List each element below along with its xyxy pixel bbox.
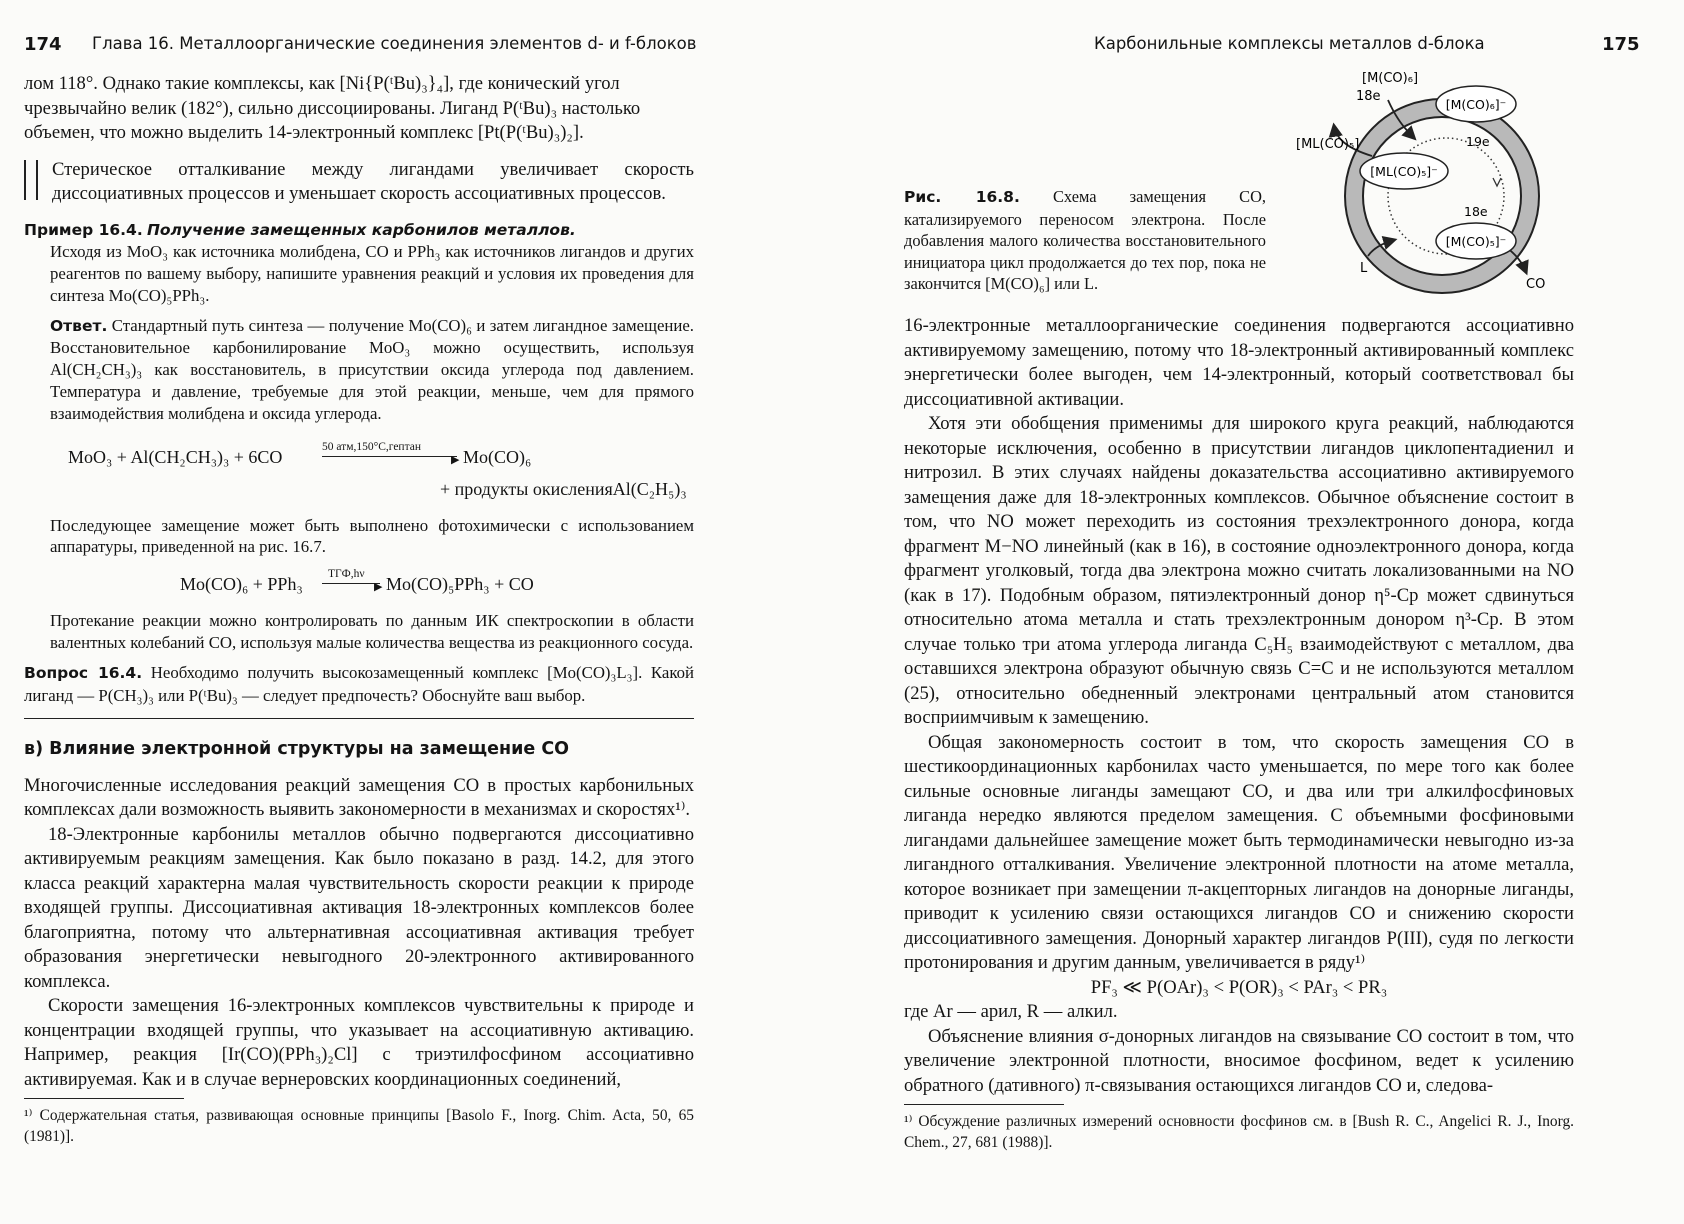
node-bottom-label: [M(CO)₅]⁻ (1445, 234, 1507, 249)
eq2-arrow-head: ▶ (374, 581, 383, 594)
eq2-left: Mo(CO)₆ + PPh₃ (180, 574, 303, 595)
page-number: 174 (24, 34, 62, 55)
right-column (904, 314, 1574, 1153)
running-header: Карбонильные комплексы металлов d-блока (1094, 34, 1485, 53)
answer-label: Ответ. (50, 316, 108, 335)
page-number: 175 (1602, 34, 1640, 55)
right-footnote: ¹⁾ Обсуждение различных измерений основности фосфинов см. в [Bush R. C., Angelici R. J., Inorg. Chem., 27, 681 (1988)]. (904, 1113, 1574, 1151)
figure-caption-block (904, 186, 1266, 295)
ligand-label: L (1360, 261, 1368, 276)
example-text: Исходя из MoO₃ как источника молибдена, CO и PPh₃ как источников лигандов и других реагентов по вашему выбору, напишите уравнения реакций и условия их проведения для синтеза Mo(CO)₅PPh₃. (50, 242, 694, 305)
after-eq1: Последующее замещение может быть выполнено фотохимически с использованием аппаратуры, приведенной на рис. 16.7. (50, 515, 694, 557)
example-title: Получение замещенных карбонилов металлов. (146, 220, 576, 239)
running-header: Глава 16. Металлоорганические соединения элементов d- и f-блоков (92, 34, 697, 53)
eq2-right: Mo(CO)₅PPh₃ + CO (386, 574, 534, 595)
figure-caption: Схема замещения CO, катализируемого переносом электрона. После добавления малого количества восстановительного инициатора цикл продолжается до тех пор, пока не закончится [M(CO)₆] или L. (904, 187, 1266, 294)
inner-top-electrons: 19e (1466, 134, 1490, 149)
example-block (24, 219, 694, 707)
eq1-right: Mo(CO)₆ (463, 446, 532, 467)
note-block (24, 158, 694, 207)
note-text: Стерическое отталкивание между лигандами увеличивает скорость диссоциативных процессов и уменьшает скорость ассоциативных процессов. (52, 158, 694, 204)
right-para-2: Хотя эти обобщения применимы для широкого круга реакций, наблюдаются некоторые исключения, особенно в присутствии лигандов циклопентадиенил и нитрозил. В этих случаях найдены доказательства ассоциативно активируемого замещения даже для 18-электронных комплексов. Обычное объяснение состоит в том, что NO может переходить из состояния трехэлектронного донора, когда фрагмент M−NO линейный (как в 16), в состояние одноэлектронного донора, когда фрагмент уголковый, тогда два электрона можно считать локализованными на NO (как в 17). Подобным образом, пятиэлектронный донор η⁵-Cp может сдвинуться относительно атома металла и стать трехэлектронным донором η³-Cp. В этом случае только три атома углерода лиганда C₅H₅ взаимодействуют с металлом, два оставшихся электрона образуют обычную связь C=C и не используются металлом (25), относительно обедненный электронами центральный атом становится восприимчивым к замещению. (904, 413, 1574, 728)
eq1-condition: 50 атм,150°C,гептан (322, 440, 422, 453)
question-label: Вопрос 16.4. (24, 663, 143, 682)
left-para-2: 18-Электронные карбонилы металлов обычно подвергаются диссоциативно активируемым реакциям замещения. Как было показано в разд. 14.2, для этого класса реакций характерна малая чувствительность скорости реакции к природе входящей группы. Диссоциативная активация 18-электронных комплексов более благоприятна, потому что альтернативная ассоциативная активация требует образования энергетически невыгодного 20-электронного активированного комплекса. (24, 823, 694, 992)
equation-1 (50, 437, 694, 501)
leaving-label: CO (1526, 277, 1546, 292)
intro-line-1: лом 118°. Однако такие комплексы, как [Ni{P(ᵗBu)₃}₄], где конический угол (24, 73, 620, 94)
equation-2 (50, 568, 694, 598)
section-heading: в) Влияние электронной структуры на замещение CO (24, 739, 570, 760)
catalytic-cycle-diagram (1276, 68, 1586, 308)
right-page (842, 0, 1684, 1224)
note-bar (24, 160, 38, 200)
intro-line-3: объемен, что можно выделить 14-электронный комплекс [Pt(P(ᵗBu)₃)₂]. (24, 122, 584, 143)
eq1-line2: + продукты окисленияAl(C₂H₅)₃ (440, 478, 687, 499)
eq2-condition: ТГФ,hν (328, 568, 365, 581)
where-line: где Ar — арил, R — алкил. (904, 1001, 1118, 1022)
eq1-arrow-head: ▶ (451, 453, 460, 466)
top-species: [M(CO)₆] (1362, 71, 1419, 86)
left-column (24, 72, 694, 1147)
left-para-3: Скорости замещения 16-электронных комплексов чувствительны к природе и концентрации входящей группы, что указывает на ассоциативную активацию. Например, реакция [Ir(CO)(PPh₃)₂Cl] с триэтилфосфином ассоциативно активируемая. Как и в случае вернеровских координационных соединений, (24, 995, 694, 1090)
inner-arrow-icon (1493, 178, 1501, 186)
question-text: Необходимо получить высокозамещенный комплекс [Mo(CO)₃L₃]. Какой лиганд — P(CH₃)₃ или P(ᵗBu)₃ — следует предпочесть? Обоснуйте ваш выбор. (24, 662, 694, 705)
left-species: [ML(CO)₅] (1296, 137, 1360, 152)
donor-series: PF₃ ≪ P(OAr)₃ < P(OR)₃ < PAr₃ < PR₃ (1090, 976, 1388, 998)
node-middle-label: [ML(CO)₅]⁻ (1370, 164, 1438, 179)
figure-label: Рис. 16.8. (904, 188, 1020, 206)
eq1-arrow (322, 456, 457, 457)
node-top-label: [M(CO)₆]⁻ (1445, 97, 1507, 112)
eq2-arrow (322, 583, 380, 584)
left-para-1: Многочисленные исследования реакций замещения CO в простых карбонильных комплексах дали возможность выявить закономерности в механизмах и скоростях¹⁾. (24, 774, 694, 821)
after-eq2: Протекание реакции можно контролировать по данным ИК спектроскопии в области валентных колебаний CO, используя малые количества вещества из реакционного сосуда. (50, 611, 694, 653)
section-rule (24, 718, 694, 719)
example-label: Пример 16.4. (24, 220, 143, 239)
footnote-rule (24, 1098, 184, 1099)
right-para-4: Объяснение влияния σ-донорных лигандов на связывание CO состоит в том, что увеличение электронной плотности, вносимое фосфином, ведет к усилению обратного (дативного) π-связывания остающихся лигандов CO и, следова- (904, 1025, 1574, 1096)
eq1-left: MoO₃ + Al(CH₂CH₃)₃ + 6CO (68, 446, 283, 467)
right-para-1: 16-электронные металлоорганические соединения подвергаются ассоциативно активируемому замещению, потому что 18-электронный активированный комплекс энергетически более выгоден, чем 14-электронный, который соответствовал бы диссоциативной активации. (904, 315, 1574, 410)
inner-bottom-electrons: 18e (1464, 204, 1488, 219)
right-para-3: Общая закономерность состоит в том, что скорость замещения CO в шестикоординационных карбонилах часто уменьшается, по мере того как более сильные основные лиганды замещают CO, и два или три алкилфосфиновых лиганда нередко являются пределом замещения. С объемными фосфиновыми лигандами дальнейшее замещение может быть термодинамически невыгодно из-за лигандного отталкивания. Увеличение электронной плотности на атоме металла, которое возникает при замещении π-акцепторных лигандов на донорные лиганды, приводит к усилению связи остающихся лигандов CO и снижению скорости диссоциативного замещения. Донорный характер лигандов P(III), судя по легкости протонирования и другим данным, увеличивается в ряду¹⁾ (904, 731, 1574, 973)
footnote-rule (904, 1104, 1064, 1105)
top-electrons: 18e (1356, 89, 1381, 104)
answer-text: Стандартный путь синтеза — получение Mo(CO)₆ и затем лигандное замещение. Восстановительное карбонилирование MoO₃ можно осуществить, используя Al(CH₂CH₃)₃ как восстановитель, в присутствии оксида углерода под давлением. Температура и давление, требуемые для этой реакции, меньше, чем для прямого взаимодействия молибдена и оксида углерода. (50, 315, 694, 423)
left-footnote: ¹⁾ Содержательная статья, развивающая основные принципы [Basolo F., Inorg. Chim. Acta, 50, 65 (1981)]. (24, 1107, 694, 1146)
intro-line-2: чрезвычайно велик (182°), сильно диссоциированы. Лиганд P(ᵗBu)₃ настолько (24, 97, 641, 119)
